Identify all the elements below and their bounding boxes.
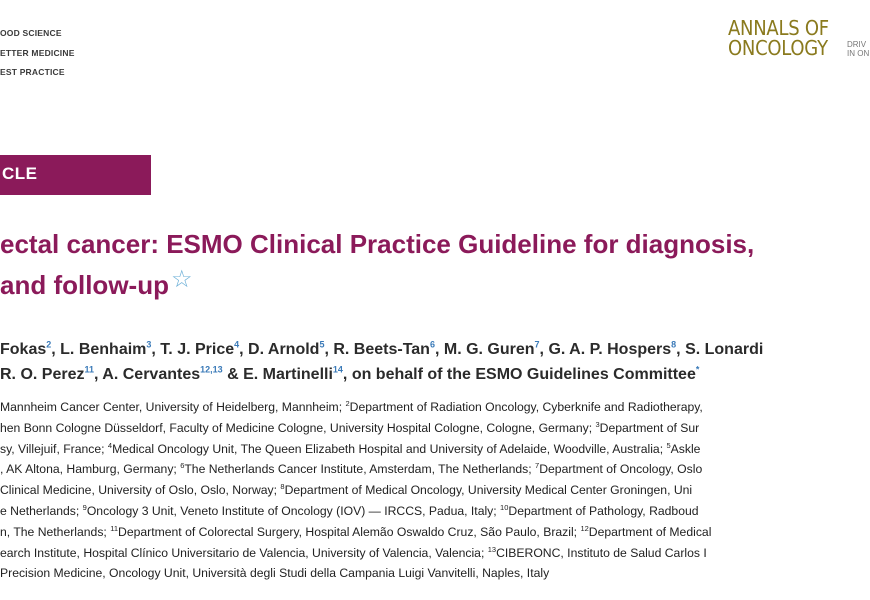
affiliation-number: 7 (535, 461, 540, 471)
affiliation-text: Department of Pathology, Radboud (508, 503, 699, 518)
affiliation-text: sy, Villejuif, France; (0, 441, 108, 456)
affiliation-ref[interactable]: 2 (46, 339, 52, 350)
author-separator: , (324, 341, 334, 358)
author-name: Fokas (0, 341, 47, 358)
author-separator: , (51, 341, 61, 358)
affiliation-number: 8 (280, 482, 285, 492)
affiliation-number: 3 (595, 419, 600, 429)
affiliation-text: CIBERONC, Instituto de Salud Carlos I (496, 545, 707, 560)
author-name: A. Cervantes (102, 366, 201, 383)
affiliation-ref[interactable]: 12,13 (200, 364, 223, 375)
tagline-line: EST PRACTICE (0, 67, 65, 77)
author-name: on behalf of the ESMO Guidelines Committee (351, 366, 696, 383)
affiliation-ref[interactable]: 3 (146, 339, 152, 350)
affiliation-ref[interactable]: 4 (234, 339, 240, 350)
title-line1: ectal cancer: ESMO Clinical Practice Guideline for diagnosis, (0, 229, 755, 259)
affiliation-text: Oncology 3 Unit, Veneto Institute of Oncology (IOV) — IRCCS, Padua, Italy; (86, 503, 501, 518)
affiliation-text: e Netherlands; (0, 503, 83, 518)
affiliation-number: 6 (180, 461, 185, 471)
affiliations (0, 397, 711, 584)
affiliation-ref[interactable]: 11 (84, 364, 94, 375)
author-separator: , (94, 366, 103, 383)
affiliation-line (0, 439, 711, 460)
author-name: E. Martinelli (243, 366, 333, 383)
affiliation-text: Mannheim Cancer Center, University of Heidelberg, Mannheim; (0, 400, 346, 414)
affiliation-text: n, The Netherlands; (0, 524, 111, 539)
affiliation-number: 5 (666, 440, 671, 450)
affiliation-text: Clinical Medicine, University of Oslo, Oslo, Norway; (0, 483, 281, 498)
affiliation-ref[interactable]: 5 (319, 339, 325, 350)
author-line (0, 362, 763, 387)
author-name: R. O. Perez (0, 366, 85, 383)
affiliation-number: 4 (107, 440, 113, 450)
affiliation-number: 13 (487, 544, 497, 554)
tagline-line: ETTER MEDICINE (0, 47, 75, 58)
affiliation-line (0, 480, 711, 501)
affiliation-number: 12 (580, 523, 589, 533)
journal-name-line1: ANNALS OF (728, 16, 829, 40)
affiliation-ref[interactable]: 14 (332, 364, 343, 375)
author-list (0, 337, 763, 387)
author-name: M. G. Guren (443, 341, 535, 358)
journal-side-line1: DRIV (847, 40, 867, 49)
affiliation-text: Medical Oncology Unit, The Queen Elizabeth Hospital and University of Adelaide, Woodville, Australia; (112, 441, 667, 456)
affiliation-line (0, 543, 711, 564)
affiliation-text: Askle (670, 441, 701, 456)
author-separator: , (539, 341, 549, 358)
author-name: L. Benhaim (60, 341, 147, 358)
affiliation-text: Department of Medical Oncology, University Medical Center Groningen, Uni (284, 483, 693, 498)
article-type-banner (0, 155, 151, 195)
affiliation-text: Department of Sur (599, 420, 700, 435)
affiliation-text: earch Institute, Hospital Clínico Universitario de Valencia, University of Valencia, Valencia; (0, 545, 488, 560)
affiliation-ref[interactable]: 7 (534, 339, 540, 350)
author-separator: , (434, 341, 444, 358)
affiliation-text: Department of Medical (588, 524, 712, 539)
affiliation-line (0, 418, 711, 439)
affiliation-text: hen Bonn Cologne Düsseldorf, Faculty of Medicine Cologne, University Hospital Cologne, Cologne, Germany; (0, 420, 596, 435)
author-separator: , (676, 341, 686, 358)
affiliation-ref[interactable]: 6 (429, 339, 435, 350)
affiliation-text: Department of Colorectal Surgery, Hospital Alemão Oswaldo Cruz, São Paulo, Brazil; (118, 524, 581, 539)
author-line (0, 337, 763, 362)
affiliation-text: Department of Oncology, Oslo (539, 462, 703, 477)
affiliation-ref[interactable]: 8 (671, 339, 677, 350)
article-type-label: CLE (2, 164, 38, 183)
affiliation-number: 10 (500, 502, 509, 512)
affiliation-line (0, 397, 711, 418)
affiliation-text: Department of Radiation Oncology, Cyberknife and Radiotherapy, (349, 400, 703, 414)
author-separator: , (342, 366, 352, 383)
author-name: G. A. P. Hospers (548, 341, 672, 358)
author-name: D. Arnold (248, 341, 320, 358)
author-name: T. J. Price (160, 341, 235, 358)
affiliation-line (0, 501, 711, 522)
affiliation-text: , AK Altona, Hamburg, Germany; (0, 462, 181, 477)
star-icon[interactable]: ☆ (170, 266, 193, 293)
journal-logo (728, 16, 870, 60)
affiliation-number: 2 (345, 398, 350, 408)
author-name: R. Beets-Tan (333, 341, 430, 358)
tagline-line: OOD SCIENCE (0, 28, 62, 38)
title-line2 (0, 265, 754, 306)
affiliation-line (0, 459, 711, 480)
affiliation-number: 9 (82, 502, 87, 512)
author-name: S. Lonardi (685, 341, 764, 358)
author-separator: , (151, 341, 161, 358)
affiliation-line (0, 522, 711, 543)
journal-side-line2: IN ON (847, 49, 870, 58)
affiliation-ref[interactable]: * (695, 364, 700, 375)
author-separator: , (239, 341, 249, 358)
affiliation-text: The Netherlands Cancer Institute, Amsterdam, The Netherlands; (184, 462, 536, 477)
affiliation-text: Precision Medicine, Oncology Unit, Università degli Studi della Campania Luigi Vanvitelli, Naples, Italy (0, 566, 550, 581)
journal-name-line2: ONCOLOGY (728, 36, 828, 60)
title-line2-text: and follow-up (0, 270, 169, 300)
journal-tagline (0, 24, 75, 83)
author-separator: & (222, 366, 244, 383)
affiliation-line (0, 563, 711, 584)
affiliation-number: 11 (110, 523, 119, 533)
article-title (0, 224, 754, 306)
